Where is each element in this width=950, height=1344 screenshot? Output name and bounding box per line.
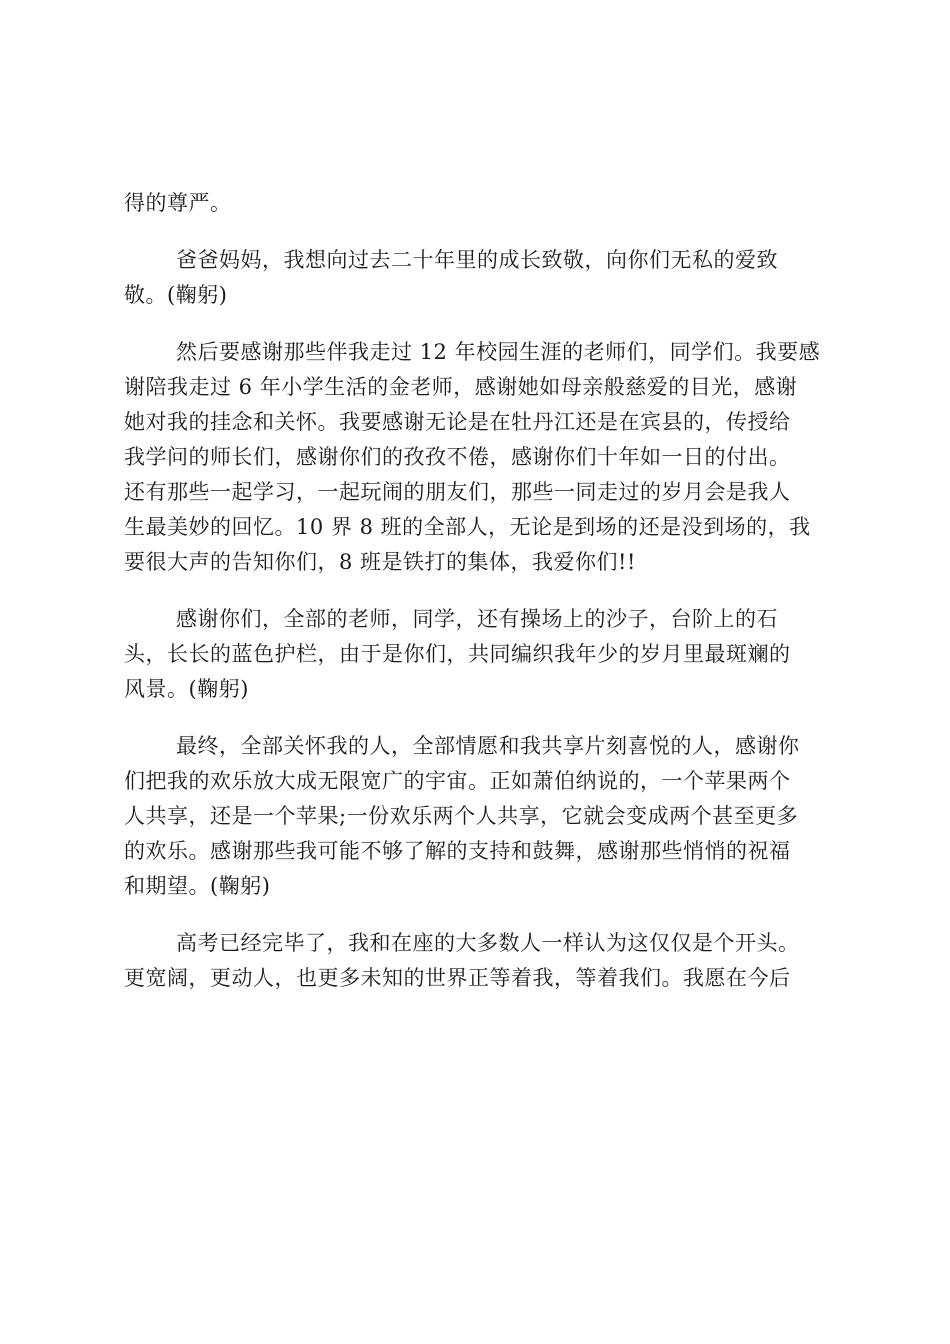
text-line: 头，长长的蓝色护栏，由于是你们，共同编织我年少的岁月里最斑斓的 — [124, 642, 791, 666]
text-line: 她对我的挂念和关怀。我要感谢无论是在牡丹江还是在宾县的，传授给 — [124, 410, 791, 434]
text-line: 的欢乐。感谢那些我可能不够了解的支持和鼓舞，感谢那些悄悄的祝福 — [124, 839, 791, 863]
text-line: 我学问的师长们，感谢你们的孜孜不倦，感谢你们十年如一日的付出。 — [124, 445, 791, 469]
text-line: 风景。(鞠躬) — [124, 677, 249, 701]
text-line: 人共享，还是一个苹果;一份欢乐两个人共享，它就会变成两个甚至更多 — [124, 804, 799, 828]
speech-text — [124, 186, 834, 996]
text-line: 们把我的欢乐放大成无限宽广的宇宙。正如萧伯纳说的，一个苹果两个 — [124, 769, 791, 793]
text-line: 感谢你们，全部的老师，同学，还有操场上的沙子，台阶上的石 — [176, 607, 778, 631]
text-line: 敬。(鞠躬) — [124, 283, 228, 307]
text-line: 生最美妙的回忆。10 界 8 班的全部人，无论是到场的还是没到场的，我 — [124, 515, 811, 539]
text-line: 然后要感谢那些伴我走过 12 年校园生涯的老师们，同学们。我要感 — [176, 340, 821, 364]
text-line: 要很大声的告知你们，8 班是铁打的集体，我爱你们!! — [124, 550, 636, 574]
text-line: 爸爸妈妈，我想向过去二十年里的成长致敬，向你们无私的爱致 — [176, 248, 778, 272]
text-line: 高考已经完毕了，我和在座的大多数人一样认为这仅仅是个开头。 — [176, 931, 800, 955]
text-line: 还有那些一起学习，一起玩闹的朋友们，那些一同走过的岁月会是我人 — [124, 480, 791, 504]
text-line: 最终，全部关怀我的人，全部情愿和我共享片刻喜悦的人，感谢你 — [176, 734, 800, 758]
text-line: 更宽阔，更动人，也更多未知的世界正等着我，等着我们。我愿在今后 — [124, 966, 791, 990]
text-line: 和期望。(鞠躬) — [124, 874, 271, 898]
text-line: 得的尊严。 — [124, 191, 232, 215]
text-line: 谢陪我走过 6 年小学生活的金老师，感谢她如母亲般慈爱的目光，感谢 — [124, 375, 798, 399]
